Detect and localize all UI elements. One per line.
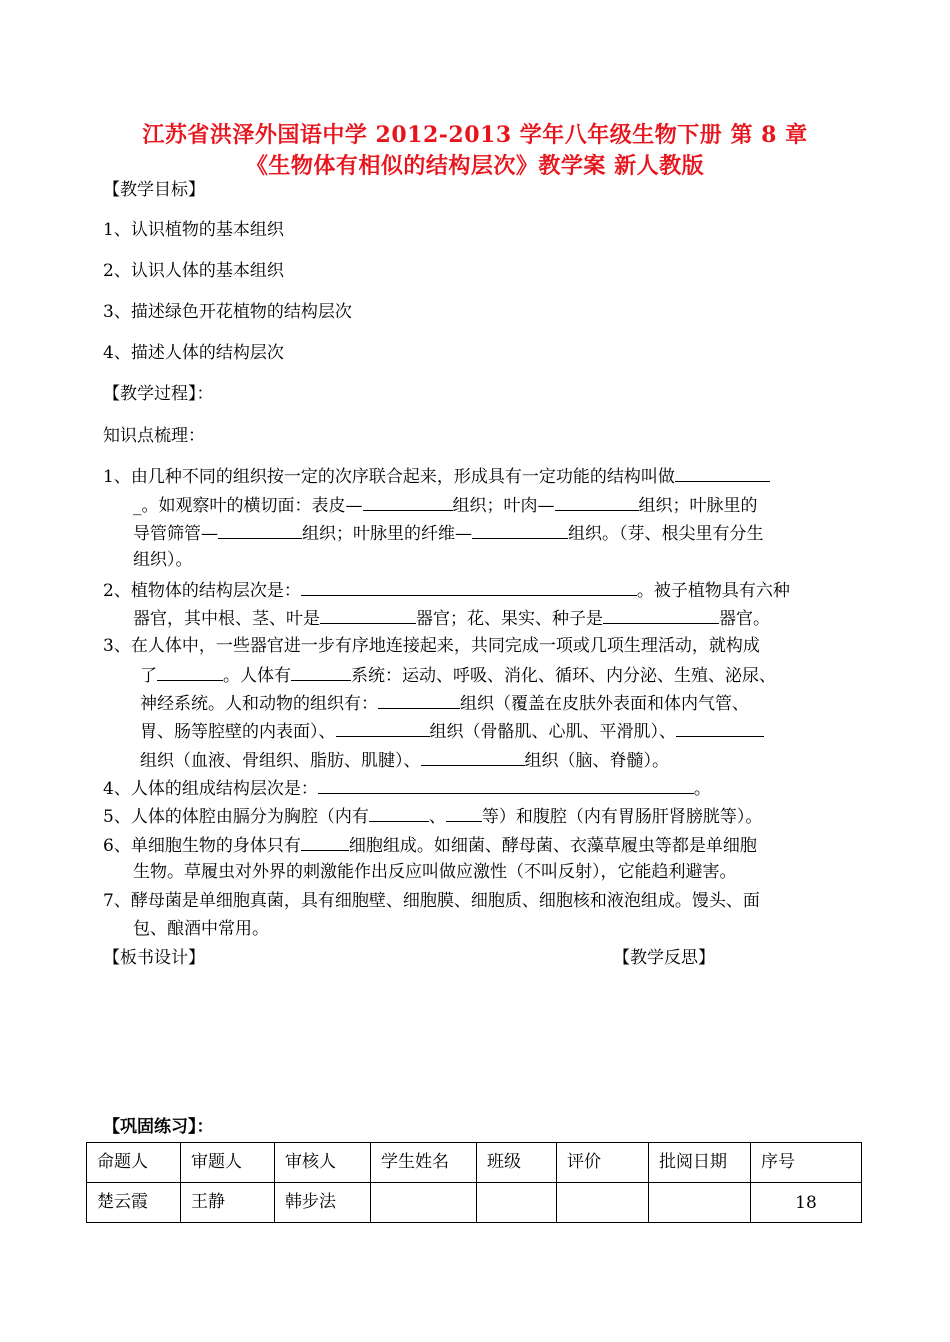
fill-blank[interactable] xyxy=(675,463,770,482)
point-3-line-c: 神经系统。人和动物的组织有： 组织（覆盖在皮肤外表面和体内气管、 xyxy=(140,690,749,716)
point-1-line-b: _。如观察叶的横切面：表皮— 组织；叶肉— 组织；叶脉里的 xyxy=(133,492,758,518)
table-cell[interactable] xyxy=(477,1183,557,1223)
point-6-line-b: 生物。草履虫对外界的刺激能作出反应叫做应激性（不叫反射），它能趋利避害。 xyxy=(133,862,737,882)
table-header-cell: 审核人 xyxy=(275,1143,371,1183)
process-heading: 【教学过程】： xyxy=(103,384,214,404)
fill-blank[interactable] xyxy=(378,690,460,709)
fill-blank[interactable] xyxy=(421,747,525,766)
table-row xyxy=(87,1183,862,1223)
point-3-line-d: 胃、肠等腔壁的内表面）、 组织（骨骼肌、心肌、平滑肌）、 xyxy=(140,718,764,744)
table-cell: 18 xyxy=(751,1183,862,1223)
doc-title-line2: 《生物体有相似的结构层次》教学案 新人教版 xyxy=(245,153,705,179)
table-cell: 王静 xyxy=(181,1183,275,1223)
table-header-cell: 班级 xyxy=(477,1143,557,1183)
point-7-line-a: 7、酵母菌是单细胞真菌，具有细胞壁、细胞膜、细胞质、细胞核和液泡组成。馒头、面 xyxy=(103,891,760,911)
point-5: 5、人体的体腔由膈分为胸腔（内有 、 等）和腹腔（内有胃肠肝肾膀胱等）。 xyxy=(103,803,762,829)
table-cell[interactable] xyxy=(371,1183,477,1223)
fill-blank[interactable] xyxy=(301,577,637,596)
point-6-line-a: 6、单细胞生物的身体只有 细胞组成。如细菌、酵母菌、衣藻草履虫等都是单细胞 xyxy=(103,832,757,858)
doc-title-line1: 江苏省洪泽外国语中学 2012-2013 学年八年级生物下册 第 8 章 xyxy=(142,122,808,148)
table-cell: 楚云霞 xyxy=(87,1183,181,1223)
board-design-heading: 【板书设计】 xyxy=(103,948,205,968)
point-1-line-a: 1、由几种不同的组织按一定的次序联合起来，形成具有一定功能的结构叫做 xyxy=(103,463,770,489)
fill-blank[interactable] xyxy=(301,832,349,851)
info-table xyxy=(86,1142,862,1223)
table-cell[interactable] xyxy=(557,1183,649,1223)
goals-heading: 【教学目标】 xyxy=(103,180,205,200)
table-cell[interactable] xyxy=(649,1183,751,1223)
point-2-line-b: 器官，其中根、茎、叶是 器官；花、果实、种子是 器官。 xyxy=(133,605,770,631)
fill-blank[interactable] xyxy=(363,492,453,511)
point-3-line-e: 组织（血液、骨组织、脂肪、肌腱）、 组织（脑、脊髓）。 xyxy=(140,747,669,773)
point-3-line-a: 3、在人体中，一些器官进一步有序地连接起来，共同完成一项或几项生理活动，就构成 xyxy=(103,636,760,656)
table-header-cell: 审题人 xyxy=(181,1143,275,1183)
table-header-row xyxy=(87,1143,862,1183)
fill-blank[interactable] xyxy=(676,718,764,737)
goal-item: 4、描述人体的结构层次 xyxy=(103,343,284,363)
fill-blank[interactable] xyxy=(555,492,639,511)
point-1-line-d: 组织）。 xyxy=(133,550,193,570)
table-header-cell: 学生姓名 xyxy=(371,1143,477,1183)
table-header-cell: 评价 xyxy=(557,1143,649,1183)
teaching-reflection-heading: 【教学反思】 xyxy=(613,948,715,968)
fill-blank[interactable] xyxy=(157,662,223,681)
point-2-line-a: 2、植物体的结构层次是： 。被子植物具有六种 xyxy=(103,577,790,603)
fill-blank[interactable] xyxy=(218,520,302,539)
goal-item: 3、描述绿色开花植物的结构层次 xyxy=(103,302,352,322)
fill-blank[interactable] xyxy=(291,662,351,681)
goal-item: 2、认识人体的基本组织 xyxy=(103,261,284,281)
point-4: 4、人体的组成结构层次是： 。 xyxy=(103,775,711,801)
fill-blank[interactable] xyxy=(336,718,430,737)
fill-blank[interactable] xyxy=(369,803,429,822)
table-header-cell: 批阅日期 xyxy=(649,1143,751,1183)
fill-blank[interactable] xyxy=(603,605,719,624)
point-7-line-b: 包、酿酒中常用。 xyxy=(133,919,269,939)
table-cell: 韩步法 xyxy=(275,1183,371,1223)
fill-blank[interactable] xyxy=(318,775,694,794)
point-1-line-c: 导管筛管— 组织；叶脉里的纤维— 组织。（芽、根尖里有分生 xyxy=(133,520,764,546)
fill-blank[interactable] xyxy=(472,520,568,539)
practice-heading: 【巩固练习】： xyxy=(103,1117,214,1137)
goal-item: 1、认识植物的基本组织 xyxy=(103,220,284,240)
fill-blank[interactable] xyxy=(320,605,416,624)
table-header-cell: 序号 xyxy=(751,1143,862,1183)
fill-blank[interactable] xyxy=(446,803,482,822)
process-subheading: 知识点梳理： xyxy=(103,426,205,446)
point-3-line-b: 了 。人体有 系统：运动、呼吸、消化、循环、内分泌、生殖、泌尿、 xyxy=(140,662,776,688)
table-header-cell: 命题人 xyxy=(87,1143,181,1183)
